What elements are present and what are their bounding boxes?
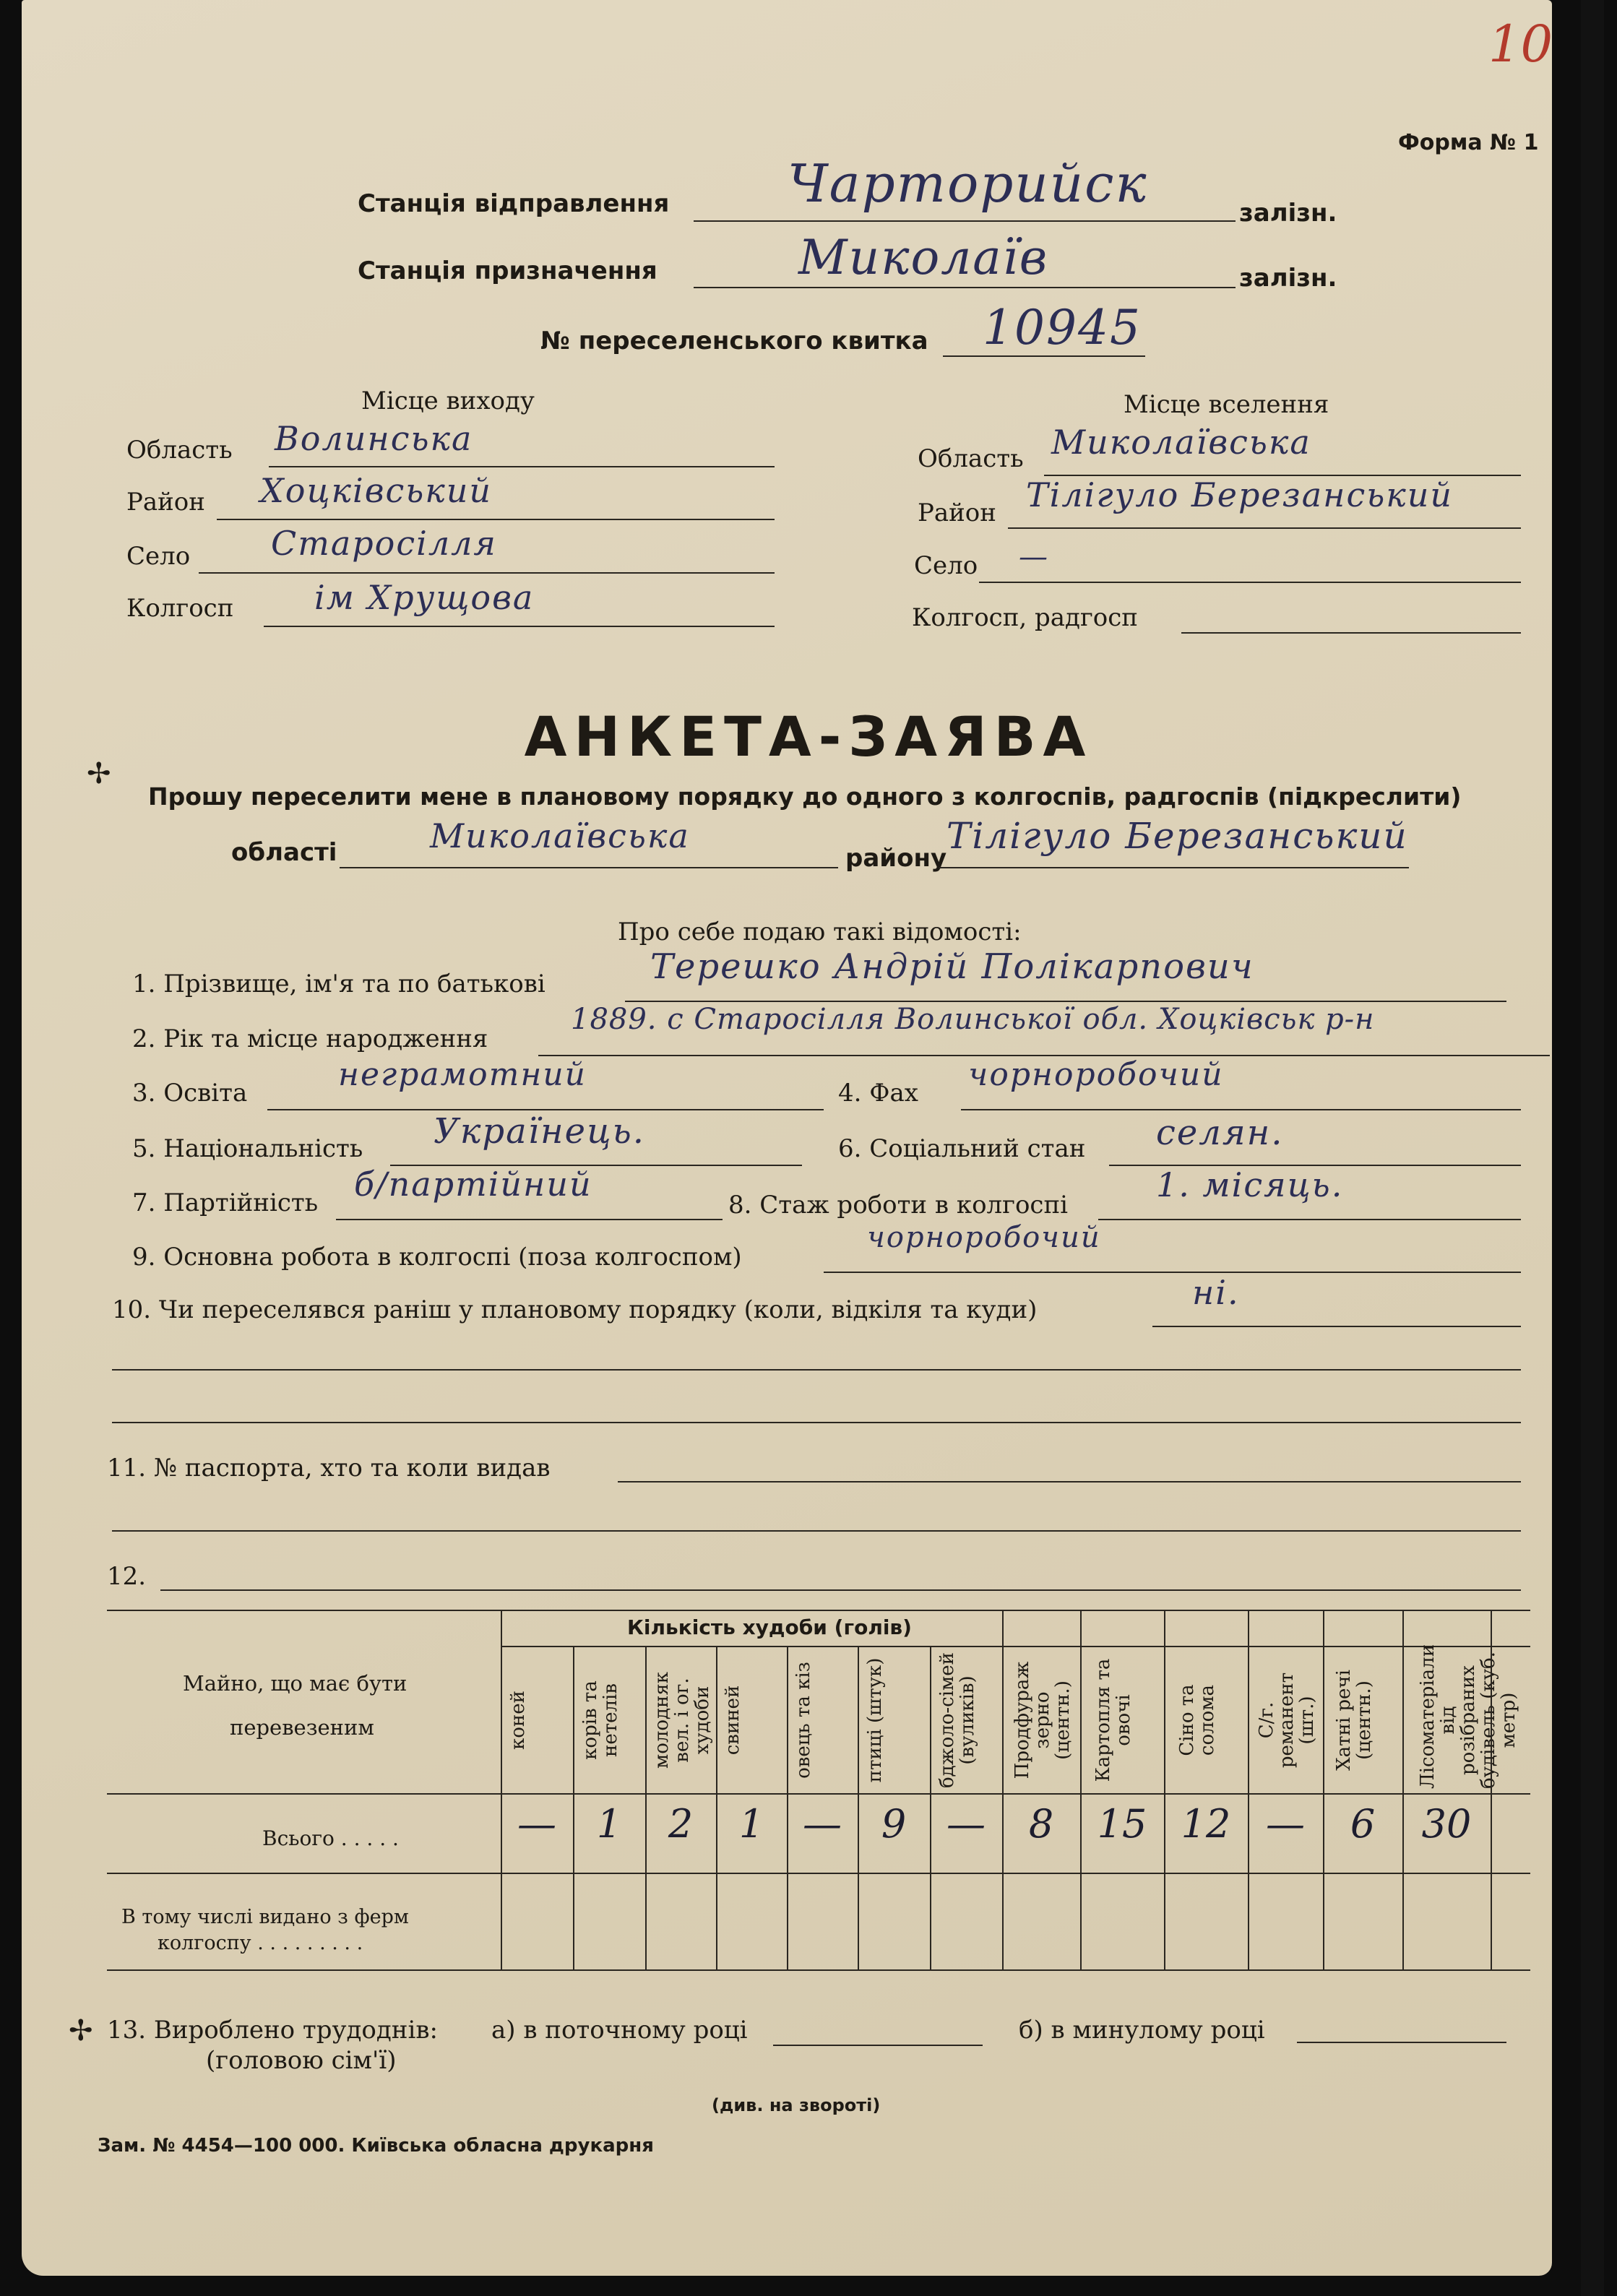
total-cell: 15 bbox=[1097, 1801, 1147, 1847]
q13-current-label: а) в поточному році bbox=[491, 2016, 748, 2045]
dest-kolhosp-line bbox=[1181, 632, 1521, 634]
q10-extra-line-1 bbox=[112, 1369, 1521, 1371]
total-cell: 2 bbox=[668, 1801, 694, 1847]
q9-value: чорноробочий bbox=[867, 1221, 1101, 1254]
ticket-label: № переселенського квитка bbox=[540, 327, 928, 355]
column-header: Лісоматеріали від розібраних будівель (куб. метр) bbox=[1417, 1644, 1519, 1789]
q3-value: неграмотний bbox=[338, 1056, 587, 1093]
farm-row-label-2: колгоспу . . . . . . . . . bbox=[158, 1932, 363, 1954]
column-header: Сіно та солома bbox=[1176, 1684, 1218, 1756]
dest-raion-label: Район bbox=[918, 499, 996, 527]
q9-line bbox=[824, 1272, 1521, 1273]
q10-value: ні. bbox=[1192, 1273, 1240, 1312]
column-header: Продфураж зерно (центн.) bbox=[1012, 1661, 1074, 1779]
oblasti-line bbox=[340, 867, 838, 868]
column-header: корів та нетелів bbox=[579, 1680, 621, 1760]
q12-line bbox=[160, 1589, 1521, 1591]
margin-mark-q13: ✢ bbox=[69, 2014, 93, 2047]
q8-value: 1. місяць. bbox=[1156, 1165, 1344, 1204]
table-col-divider bbox=[1491, 1610, 1492, 1971]
destination-value: Миколаїв bbox=[798, 230, 1049, 285]
departure-label: Станція відправлення bbox=[358, 189, 670, 218]
q13-sub: (головою сім'ї) bbox=[206, 2046, 397, 2075]
total-cell: — bbox=[517, 1801, 556, 1847]
raionu-label: району bbox=[845, 844, 947, 873]
total-cell: — bbox=[947, 1801, 986, 1847]
margin-mark: ✢ bbox=[87, 757, 111, 790]
q9-label: 9. Основна робота в колгоспі (поза колгоспом) bbox=[132, 1243, 742, 1272]
table-top-border bbox=[107, 1610, 1530, 1611]
table-col-divider bbox=[1080, 1610, 1082, 1971]
form-number: Форма № 1 bbox=[1398, 130, 1539, 155]
q1-label: 1. Прізвище, ім'я та по батькові bbox=[132, 970, 546, 998]
column-header: птиці (штук) bbox=[864, 1657, 886, 1783]
origin-raion-line bbox=[217, 519, 775, 520]
q3-line bbox=[267, 1109, 824, 1110]
departure-value: Чарторийск bbox=[788, 153, 1148, 214]
table-col-divider bbox=[1248, 1610, 1249, 1971]
departure-rail-suffix: залізн. bbox=[1239, 199, 1337, 228]
archive-page-number: 10 bbox=[1488, 14, 1553, 74]
column-header: молодняк вел. і ог. худоби bbox=[651, 1671, 713, 1769]
q10-extra-line-2 bbox=[112, 1422, 1521, 1423]
total-cell: 30 bbox=[1421, 1801, 1472, 1847]
dest-selo-label: Село bbox=[914, 551, 978, 580]
farm-row-label-1: В тому числі видано з ферм bbox=[121, 1906, 409, 1928]
column-header: Картопля та овочі bbox=[1092, 1658, 1134, 1782]
q11-extra-line bbox=[112, 1530, 1521, 1532]
column-header: овець та кіз bbox=[793, 1662, 814, 1779]
q1-value: Терешко Андрій Полікарпович bbox=[650, 946, 1254, 987]
q10-line bbox=[1152, 1326, 1521, 1327]
q11-line bbox=[618, 1481, 1521, 1483]
origin-selo-line bbox=[199, 572, 775, 574]
dest-raion-value: Тілігуло Березанський bbox=[1026, 475, 1453, 514]
destination-label: Станція призначення bbox=[358, 256, 657, 285]
origin-raion-value: Хоцківський bbox=[260, 471, 493, 510]
ticket-line bbox=[943, 355, 1145, 357]
origin-kolhosp-label: Колгосп bbox=[126, 594, 234, 623]
total-cell: 9 bbox=[881, 1801, 907, 1847]
dest-oblast-label: Область bbox=[918, 444, 1024, 473]
column-header: коней bbox=[507, 1691, 529, 1750]
column-header: свиней bbox=[722, 1685, 743, 1756]
q8-line bbox=[1098, 1219, 1521, 1220]
scan-edge bbox=[1581, 0, 1604, 2296]
total-cell: — bbox=[803, 1801, 842, 1847]
q1-line bbox=[625, 1001, 1506, 1002]
table-col-divider bbox=[1164, 1610, 1165, 1971]
q4-value: чорноробочий bbox=[968, 1056, 1224, 1093]
origin-kolhosp-value: ім Хрущова bbox=[314, 578, 535, 617]
q13-current-line bbox=[773, 2045, 983, 2046]
dest-kolhosp-label: Колгосп, радгосп bbox=[912, 603, 1138, 632]
column-header: бджоло-сімей (вуликів) bbox=[936, 1652, 978, 1789]
q6-label: 6. Соціальний стан bbox=[838, 1134, 1086, 1163]
livestock-group-header: Кількість худоби (голів) bbox=[627, 1615, 912, 1639]
q2-label: 2. Рік та місце народження bbox=[132, 1024, 488, 1053]
q12-label: 12. bbox=[107, 1562, 147, 1591]
q5-label: 5. Національність bbox=[132, 1134, 363, 1163]
column-header: Хатні речі (центн.) bbox=[1333, 1670, 1375, 1771]
table-col-divider bbox=[501, 1610, 502, 1971]
table-bottom-border bbox=[107, 1969, 1530, 1971]
property-table bbox=[107, 1610, 1530, 1971]
oblasti-label: області bbox=[231, 838, 337, 867]
q3-label: 3. Освіта bbox=[132, 1079, 248, 1108]
q13-label: 13. Вироблено трудоднів: bbox=[107, 2016, 438, 2045]
see-back-note: (див. на звороті) bbox=[712, 2095, 881, 2115]
q4-label: 4. Фах bbox=[838, 1079, 918, 1108]
table-col-divider bbox=[1002, 1610, 1004, 1971]
q7-line bbox=[336, 1219, 723, 1220]
column-header: С/г. реманент (шт.) bbox=[1256, 1672, 1318, 1769]
total-row-label: Всього . . . . . bbox=[262, 1826, 399, 1850]
raionu-value: Тілігуло Березанський bbox=[947, 815, 1408, 857]
total-cell: 12 bbox=[1181, 1801, 1231, 1847]
ticket-value: 10945 bbox=[983, 300, 1142, 355]
intro-text: Про себе подаю такі відомості: bbox=[618, 918, 1022, 946]
table-col-divider bbox=[1323, 1610, 1324, 1971]
origin-oblast-line bbox=[269, 466, 775, 467]
total-cell: 1 bbox=[596, 1801, 622, 1847]
total-cell: 6 bbox=[1350, 1801, 1376, 1847]
q2-value: 1889. с Старосілля Волинської обл. Хоцківськ р-н bbox=[571, 1003, 1375, 1036]
q7-value: б/партійний bbox=[354, 1165, 592, 1204]
origin-oblast-label: Область bbox=[126, 436, 233, 465]
dest-selo-value: — bbox=[1019, 540, 1049, 574]
origin-selo-value: Старосілля bbox=[271, 524, 497, 563]
dest-raion-line bbox=[1008, 527, 1521, 529]
dest-oblast-value: Миколаївська bbox=[1051, 423, 1311, 462]
q11-label: 11. № паспорта, хто та коли видав bbox=[107, 1454, 551, 1483]
destination-line bbox=[694, 287, 1236, 288]
raionu-line bbox=[939, 867, 1409, 868]
origin-selo-label: Село bbox=[126, 542, 191, 571]
departure-line bbox=[694, 220, 1236, 222]
origin-kolhosp-line bbox=[264, 626, 775, 627]
page-title: АНКЕТА-ЗАЯВА bbox=[524, 704, 1093, 769]
origin-raion-label: Район bbox=[126, 488, 205, 517]
request-text: Прошу переселити мене в плановому порядку до одного з колгоспів, радгоспів (підкреслити) bbox=[148, 782, 1462, 811]
row-header-line-2: перевезеним bbox=[230, 1715, 374, 1740]
q5-value: Українець. bbox=[434, 1111, 645, 1152]
q13-previous-label: б) в минулому році bbox=[1019, 2016, 1265, 2045]
table-col-divider bbox=[1402, 1610, 1404, 1971]
printer-note: Зам. № 4454—100 000. Київська обласна друкарня bbox=[98, 2135, 654, 2157]
dest-selo-line bbox=[979, 582, 1521, 583]
q10-label: 10. Чи переселявся раніш у плановому порядку (коли, відкіля та куди) bbox=[112, 1295, 1038, 1324]
total-cell: 1 bbox=[738, 1801, 764, 1847]
origin-title: Місце виходу bbox=[361, 387, 535, 415]
destination-title: Місце вселення bbox=[1124, 390, 1329, 419]
q13-previous-line bbox=[1297, 2042, 1506, 2043]
total-cell: 8 bbox=[1028, 1801, 1054, 1847]
q8-label: 8. Стаж роботи в колгоспі bbox=[728, 1191, 1069, 1220]
table-header-bottom bbox=[107, 1793, 1530, 1795]
origin-oblast-value: Волинська bbox=[275, 419, 473, 458]
destination-rail-suffix: залізн. bbox=[1239, 264, 1337, 293]
oblasti-value: Миколаївська bbox=[430, 816, 690, 855]
q7-label: 7. Партійність bbox=[132, 1188, 319, 1217]
q6-value: селян. bbox=[1156, 1113, 1284, 1153]
total-cell: — bbox=[1266, 1801, 1305, 1847]
q4-line bbox=[961, 1109, 1521, 1110]
table-group-divider bbox=[501, 1646, 1530, 1647]
table-total-bottom bbox=[107, 1873, 1530, 1874]
row-header-line-1: Майно, що має бути bbox=[183, 1671, 408, 1696]
